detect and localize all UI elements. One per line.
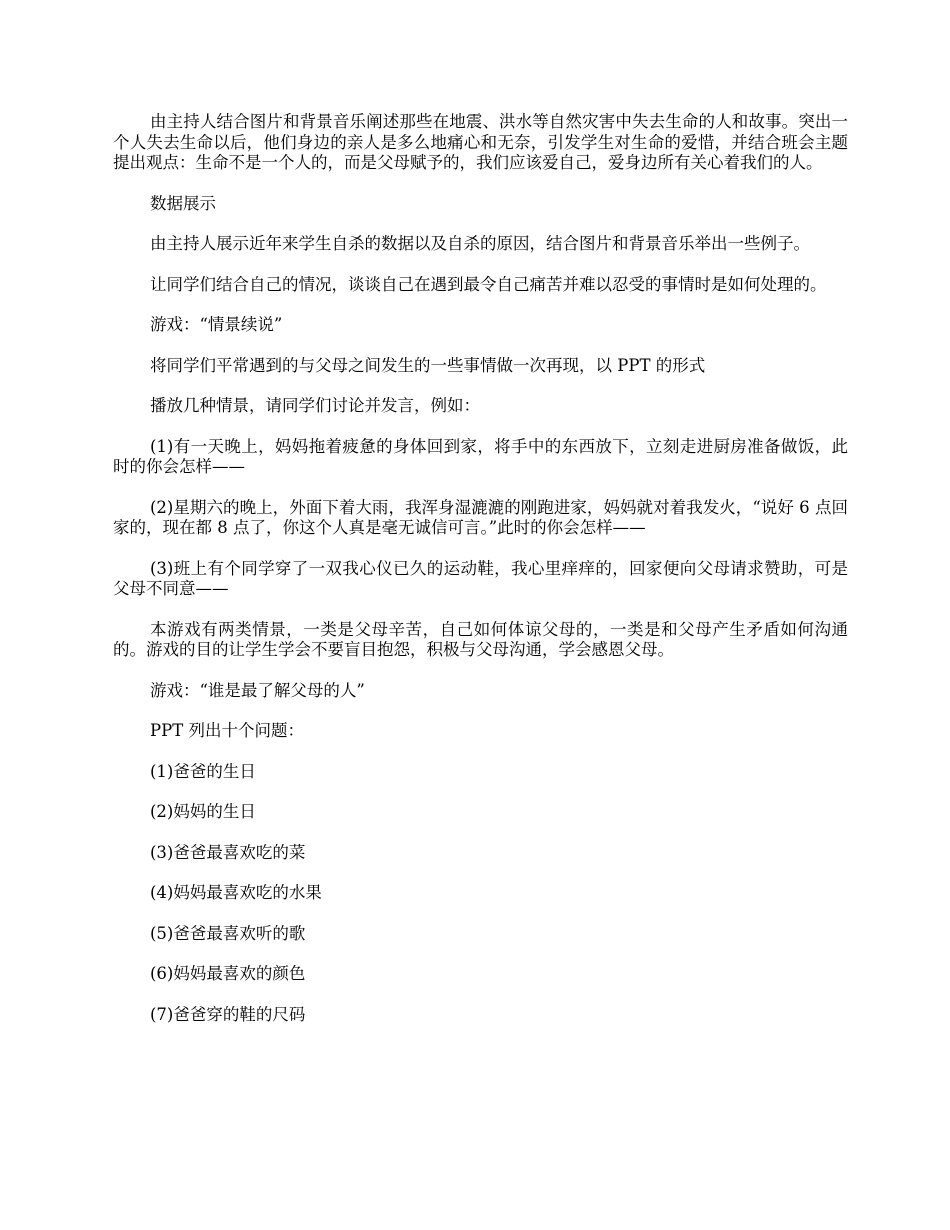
heading-data-display: 数据展示 [150,193,216,213]
question-item-5: (5)爸爸最喜欢听的歌 [150,923,306,943]
question-item-2: (2)妈妈的生日 [150,802,256,821]
heading-game-scenario: 游戏：“情景续说” [150,315,283,334]
scenario-item-3: (3)班上有个同学穿了一双我心仪已久的运动鞋，我心里痒痒的，回家便向父母请求赞助，可是父母不同意—— [113,558,848,598]
paragraph-game-summary: 本游戏有两类情景，一类是父母辛苦，自己如何体谅父母的，一类是和父母产生矛盾如何沟通的。游戏的目的让学生学会不要盲目抱怨，积极与父母沟通，学会感恩父母。 [113,619,848,659]
paragraph-ppt-questions: PPT 列出十个问题： [150,721,304,740]
question-item-7: (7)爸爸穿的鞋的尺码 [150,1004,306,1024]
question-item-3: (3)爸爸最喜欢吃的菜 [150,842,306,862]
paragraph-reenact: 将同学们平常遇到的与父母之间发生的一些事情做一次再现，以 PPT 的形式 [150,355,706,375]
paragraph-play-scenarios: 播放几种情景，请同学们讨论并发言，例如： [150,396,480,415]
scenario-item-1: (1)有一天晚上，妈妈拖着疲惫的身体回到家，将手中的东西放下，立刻走进厨房准备做饭，此时的你会怎样—— [113,436,848,476]
question-item-6: (6)妈妈最喜欢的颜色 [150,964,306,983]
paragraph-discussion: 让同学们结合自己的情况，谈谈自己在遇到最令自己痛苦并难以忍受的事情时是如何处理的。 [150,274,827,294]
scenario-item-2: (2)星期六的晚上，外面下着大雨，我浑身湿漉漉的刚跑进家，妈妈就对着我发火，“说好 6 点回家的，现在都 8 点了，你这个人真是毫无诚信可言。”此时的你会怎样—— [113,497,848,537]
question-item-1: (1)爸爸的生日 [150,761,256,781]
paragraph-suicide-data: 由主持人展示近年来学生自杀的数据以及自杀的原因，结合图片和背景音乐举出一些例子。 [150,234,810,253]
paragraph-disaster-intro: 由主持人结合图片和背景音乐阐述那些在地震、洪水等自然灾害中失去生命的人和故事。突出一个人失去生命以后，他们身边的亲人是多么地痛心和无奈，引发学生对生命的爱惜，并结合班会主题提出观点：生命不是一个人的，而是父母赋予的，我们应该爱自己，爱身边所有关心着我们的人。 [113,112,848,172]
document-page [113,112,848,1045]
heading-game-know-parents: 游戏：“谁是最了解父母的人” [150,680,365,700]
question-item-4: (4)妈妈最喜欢吃的水果 [150,883,322,902]
